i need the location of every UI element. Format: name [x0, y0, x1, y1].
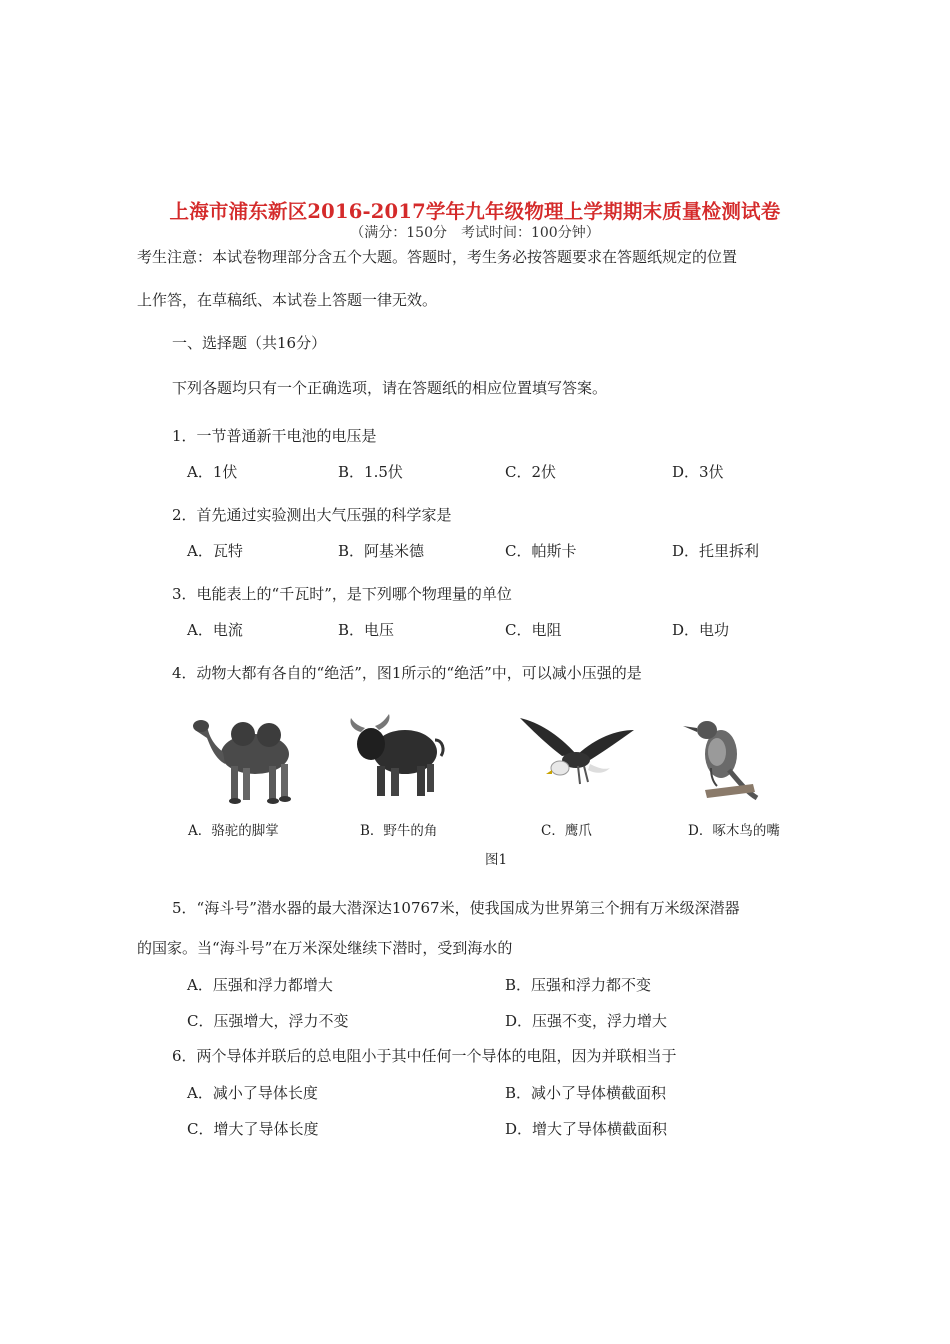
q6-option-a: A．减小了导体长度	[187, 1084, 318, 1102]
question-4-stem: 4．动物大都有各自的“绝活”，图1所示的“绝活”中，可以减小压强的是	[172, 664, 642, 682]
exam-meta: （满分：150分 考试时间：100分钟）	[350, 225, 600, 241]
q1-option-c: C．2伏	[505, 463, 557, 481]
figure-caption-c: C．鹰爪	[541, 823, 592, 839]
figure-caption-b: B．野牛的角	[360, 823, 438, 839]
notice-line-1: 考生注意：本试卷物理部分含五个大题。答题时，考生务必按答题要求在答题纸规定的位置	[137, 248, 738, 266]
q5-option-a: A．压强和浮力都增大	[187, 976, 333, 994]
woodpecker-image	[681, 712, 765, 802]
question-1-stem: 1．一节普通新干电池的电压是	[172, 427, 377, 445]
q2-option-c: C．帕斯卡	[505, 542, 577, 560]
eagle-image	[518, 712, 636, 794]
q6-option-c: C．增大了导体长度	[187, 1120, 319, 1138]
q1-option-b: B．1.5伏	[338, 463, 403, 481]
notice-line-2: 上作答，在草稿纸、本试卷上答题一律无效。	[137, 291, 438, 309]
q6-option-d: D．增大了导体横截面积	[505, 1120, 668, 1138]
section-instruction: 下列各题均只有一个正确选项，请在答题纸的相应位置填写答案。	[172, 379, 608, 397]
q3-option-c: C．电阻	[505, 621, 562, 639]
q1-option-d: D．3伏	[672, 463, 724, 481]
figure-caption-a: A．骆驼的脚掌	[188, 823, 279, 839]
q5-option-b: B．压强和浮力都不变	[505, 976, 652, 994]
question-5-stem-line-1: 5．“海斗号”潜水器的最大潜深达10767米，使我国成为世界第三个拥有万米级深潜器	[172, 899, 740, 917]
q2-option-d: D．托里拆利	[672, 542, 760, 560]
question-5-stem-line-2: 的国家。当“海斗号”在万米深处继续下潜时，受到海水的	[137, 939, 513, 957]
figure-caption-d: D．啄木鸟的嘴	[688, 823, 780, 839]
q2-option-a: A．瓦特	[187, 542, 243, 560]
q6-option-b: B．减小了导体横截面积	[505, 1084, 667, 1102]
q2-option-b: B．阿基米德	[338, 542, 425, 560]
q3-option-b: B．电压	[338, 621, 395, 639]
q5-option-c: C．压强增大，浮力不变	[187, 1012, 349, 1030]
bull-image	[347, 710, 447, 805]
page-title: 上海市浦东新区2016-2017学年九年级物理上学期期末质量检测试卷	[169, 200, 781, 223]
q3-option-d: D．电功	[672, 621, 730, 639]
question-3-stem: 3．电能表上的“千瓦时”，是下列哪个物理量的单位	[172, 585, 512, 603]
q1-option-a: A．1伏	[187, 463, 238, 481]
section-heading: 一、选择题（共16分）	[172, 334, 327, 352]
figure-label: 图1	[485, 852, 508, 868]
camel-image	[185, 708, 303, 806]
question-6-stem: 6．两个导体并联后的总电阻小于其中任何一个导体的电阻，因为并联相当于	[172, 1047, 677, 1065]
q5-option-d: D．压强不变，浮力增大	[505, 1012, 668, 1030]
q3-option-a: A．电流	[187, 621, 243, 639]
question-2-stem: 2．首先通过实验测出大气压强的科学家是	[172, 506, 452, 524]
